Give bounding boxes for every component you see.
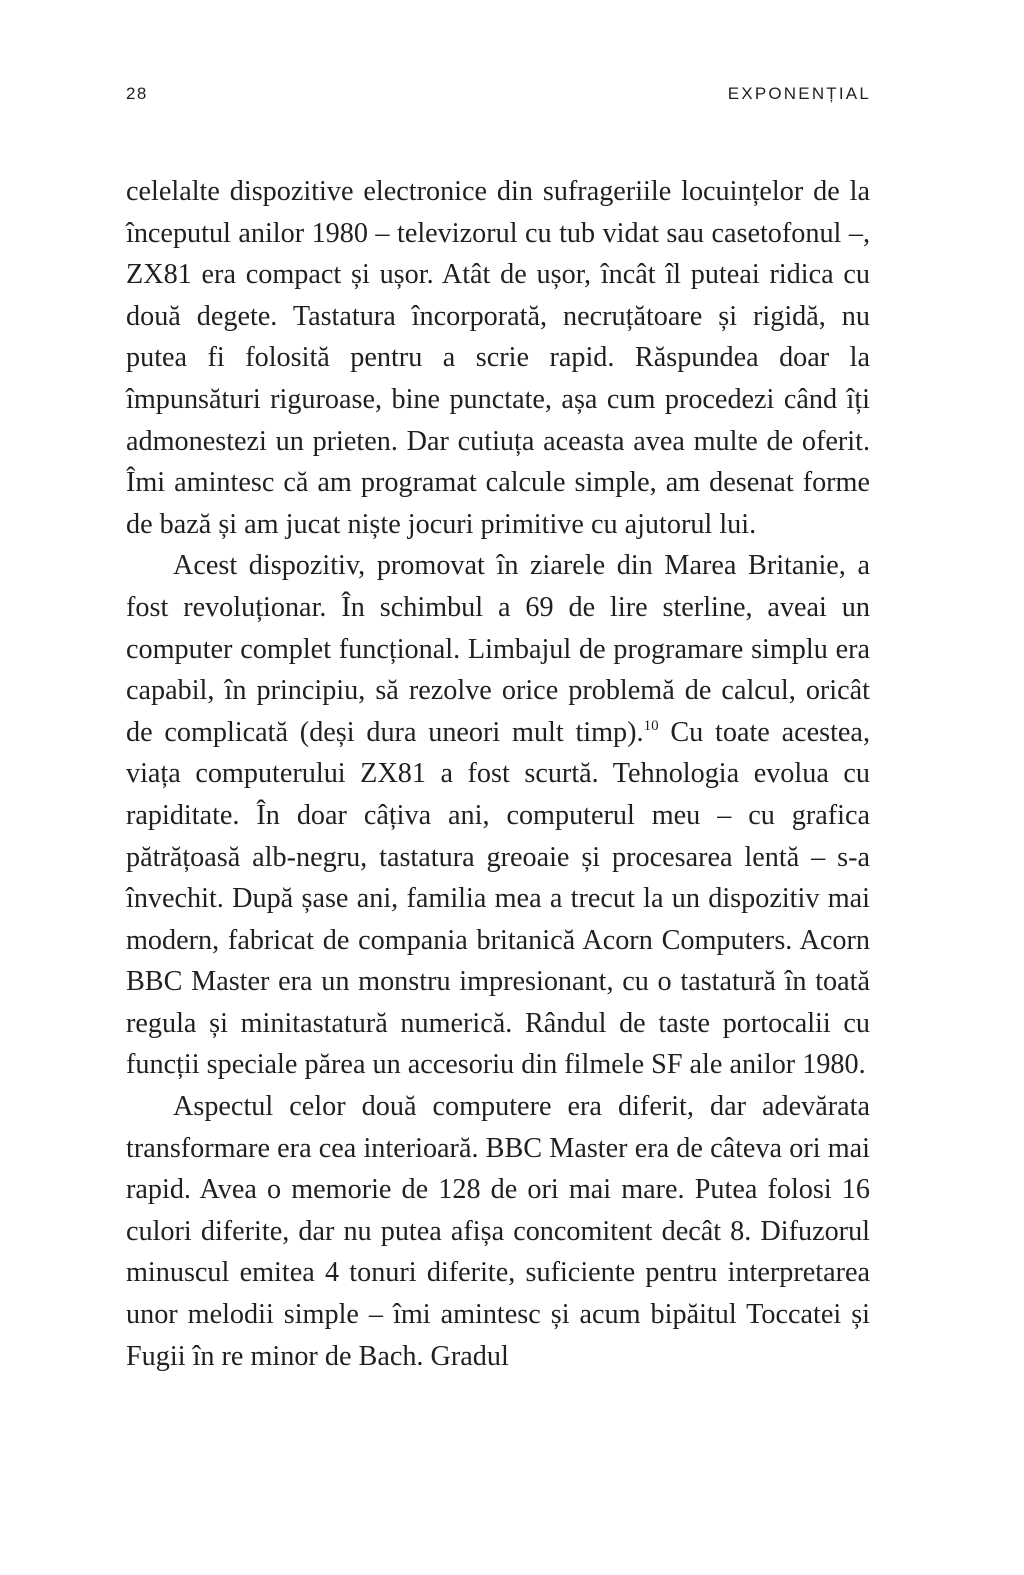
page-number: 28 bbox=[126, 84, 148, 103]
running-title: EXPONENȚIAL bbox=[727, 84, 871, 103]
paragraph: celelalte dispozitive electronice din sufrageriile locuințelor de la începutul anilor 1980 – televizorul cu tub vidat sau casetofonul –, ZX81 era compact și ușor. Atât de ușor, încât îl puteai ridica cu două degete. Tastatura încorporată, necruțătoare și rigidă, nu putea fi folosită pentru a scrie rapid. Răspundea doar la împunsături riguroase, bine punctate, așa cum procedezi când îți admonestezi un prieten. Dar cutiuța aceasta avea multe de oferit. Îmi amintesc că am programat calcule simple, am desenat forme de bază și am jucat niște jocuri primitive cu ajutorul lui. bbox=[126, 176, 870, 540]
footnote-reference: 10 bbox=[643, 717, 659, 734]
paragraph bbox=[126, 545, 870, 1086]
paragraph: Aspectul celor două computere era diferit, dar adevărata transformare era cea interioară. BBC Master era de câteva ori mai rapid. Avea o memorie de 128 de ori mai mare. Putea folosi 16 culori diferite, dar nu putea afișa concomitent decât 8. Difuzorul minuscul emitea 4 tonuri diferite, suficiente pentru interpretarea unor melodii simple – îmi amintesc și acum bipăitul Toccatei și Fugii în re minor de Bach. Gradul bbox=[126, 1091, 870, 1372]
body-text bbox=[126, 171, 870, 1377]
running-header bbox=[126, 84, 871, 108]
paragraph-text: Cu toate acestea, viața computerului ZX81 a fost scurtă. Tehnologia evolua cu rapiditate. În doar câțiva ani, computerul meu – cu grafica pătrățoasă alb-negru, tastatura greoaie și procesarea lentă – s-a învechit. După șase ani, familia mea a trecut la un dispozitiv mai modern, fabricat de compania britanică Acorn Computers. Acorn BBC Master era un monstru impresionant, cu o tastatură în toată regula și minitastatură numerică. Rândul de taste portocalii cu funcții speciale părea un accesoriu din filmele SF ale anilor 1980. bbox=[126, 716, 870, 1081]
paragraph-text: Acest dispozitiv, promovat în ziarele din Marea Britanie, a fost revoluționar. În schimbul a 69 de lire sterline, aveai un computer complet funcțional. Limbajul de programare simplu era capabil, în principiu, să rezolve orice problemă de calcul, oricât de complicată (deși dura uneori mult timp). bbox=[126, 550, 870, 748]
